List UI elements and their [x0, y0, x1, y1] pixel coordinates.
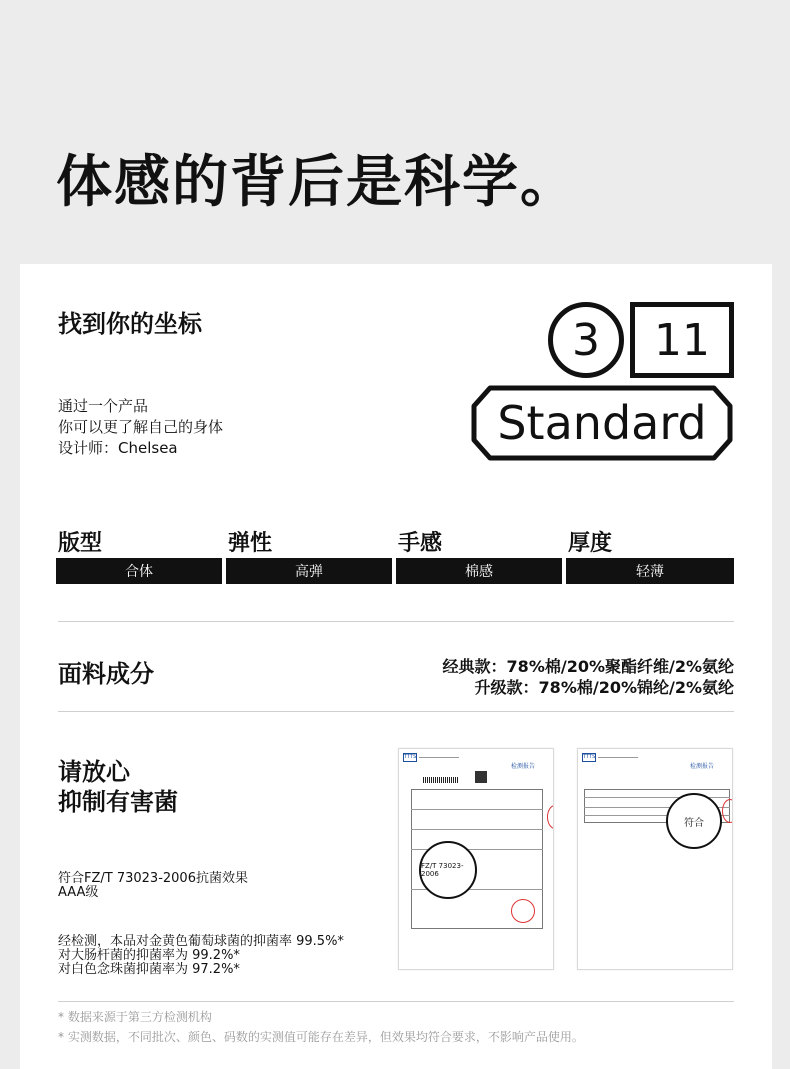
antibacterial-title-2: 抑制有害菌: [58, 788, 178, 816]
size-circle-badge: 3: [548, 302, 624, 378]
intro-line: 你可以更了解自己的身体: [58, 418, 224, 436]
result-line-staph: 经检测，本品对金黄色葡萄球菌的抑菌率 99.5%*: [58, 934, 344, 949]
coordinates-intro: [58, 396, 223, 459]
divider: [58, 1001, 734, 1002]
standard-line: 符合FZ/T 73023-2006抗菌效果: [58, 871, 248, 886]
info-card: [20, 264, 772, 1069]
fabric-title: 面料成分: [58, 660, 154, 688]
certificate-magnifier: 符合: [666, 793, 722, 849]
result-line-ecoli: 对大肠杆菌的抑菌率为 99.2%*: [58, 948, 240, 963]
divider: [58, 621, 734, 622]
intro-line: 设计师：Chelsea: [58, 439, 178, 457]
barcode-icon: [423, 777, 459, 783]
qr-code-icon: [475, 771, 487, 783]
attr-value-fit: 合体: [56, 558, 222, 584]
coordinates-title: 找到你的坐标: [58, 310, 202, 338]
test-report-image-2: [577, 748, 733, 970]
attr-label-fit: 版型: [58, 531, 103, 556]
standard-badge-label: Standard: [497, 396, 707, 450]
attr-label-elasticity: 弹性: [228, 531, 273, 556]
cert-logo: TTTS: [583, 754, 596, 760]
result-line-candida: 对白色念珠菌抑菌率为 97.2%*: [58, 962, 240, 977]
attr-value-elasticity: 高弹: [226, 558, 392, 584]
test-report-image-1: [398, 748, 554, 970]
standard-grade: AAA级: [58, 885, 99, 900]
attr-label-feel: 手感: [398, 531, 443, 556]
divider: [58, 711, 734, 712]
cert-heading: 检测报告: [511, 763, 536, 770]
footnote-source: * 数据来源于第三方检测机构: [58, 1010, 212, 1024]
red-seal-icon: [547, 805, 554, 829]
antibacterial-title-1: 请放心: [58, 758, 130, 786]
cert-logo: TTTS: [404, 754, 417, 760]
intro-line: 通过一个产品: [58, 397, 149, 415]
cert-heading: 检测报告: [690, 763, 715, 770]
red-seal-icon: [511, 899, 535, 923]
attr-label-thickness: 厚度: [568, 531, 613, 556]
fabric-upgrade: 升级款：78%棉/20%锦纶/2%氨纶: [474, 678, 734, 697]
size-square-badge: 11: [630, 302, 734, 378]
fabric-classic: 经典款：78%棉/20%聚酯纤维/2%氨纶: [442, 657, 734, 676]
attr-value-feel: 棉感: [396, 558, 562, 584]
attr-value-thickness: 轻薄: [566, 558, 734, 584]
footnote-variance: * 实测数据，不同批次、颜色、码数的实测值可能存在差异，但效果均符合要求，不影响产品使用。: [58, 1030, 584, 1044]
page-headline: 体感的背后是科学。: [56, 150, 578, 215]
red-seal-icon: [722, 799, 733, 823]
standard-badge: [470, 384, 734, 462]
certificate-magnifier: FZ/T 73023-2006: [419, 841, 477, 899]
